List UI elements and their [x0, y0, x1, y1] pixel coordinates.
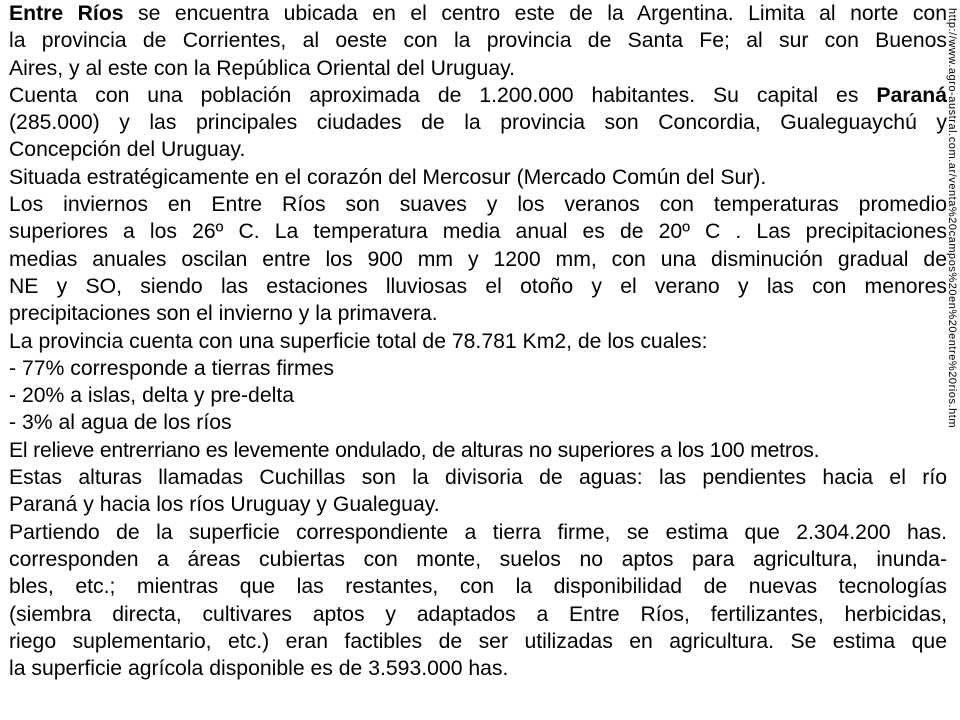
- text-line: precipitaciones son el invierno y la primavera.: [9, 302, 438, 326]
- text-line: Aires, y al este con la República Oriental del Uruguay.: [9, 56, 516, 80]
- paragraph-surface: [9, 328, 947, 437]
- text-line: medias anuales oscilan entre los 900 mm y 1200 mm, con una disminución gradual de: [9, 247, 947, 271]
- text-line: (siembra directa, cultivares aptos y adaptados a Entre Ríos, fertilizantes, herbicidas,: [9, 602, 947, 626]
- paragraph-climate: [9, 191, 947, 327]
- list-item: - 20% a islas, delta y pre-delta: [9, 384, 294, 408]
- text-line: Estas alturas llamadas Cuchillas son la divisoria de aguas: las pendientes hacia el río: [9, 466, 947, 490]
- paragraph-population: [9, 82, 947, 164]
- province-name: Entre Ríos: [9, 2, 124, 25]
- text-line: Paraná y hacia los ríos Uruguay y Gualeguay.: [9, 493, 440, 517]
- text-line: (285.000) y las principales ciudades de la provincia son Concordia, Gualeguaychú y: [9, 111, 947, 135]
- text-line: Los inviernos en Entre Ríos son suaves y los veranos con temperaturas promedio: [9, 193, 947, 217]
- source-url: http://www.agro-austral.com.ar/venta%20campos%20en%20entre%20rios.htm: [946, 8, 958, 429]
- text-line: superiores a los 26º C. La temperatura media anual es de 20º C . Las precipitaciones: [9, 220, 947, 244]
- text-line: corresponden a áreas cubiertas con monte, suelos no aptos para agricultura, inunda-: [9, 547, 947, 571]
- text-line: El relieve entrerriano es levemente ondulado, de alturas no superiores a los 100 metros.: [9, 438, 820, 462]
- text-line: Partiendo de la superficie correspondiente a tierra firme, se estima que 2.304.200 has.: [9, 520, 947, 544]
- text-line: la superficie agrícola disponible es de 3.593.000 has.: [9, 657, 509, 681]
- text-line: Concepción del Uruguay.: [9, 138, 246, 162]
- list-item: - 77% corresponde a tierras firmes: [9, 356, 335, 380]
- text-line: La provincia cuenta con una superficie total de 78.781 Km2, de los cuales:: [9, 329, 708, 353]
- paragraph-agriculture: [9, 519, 947, 683]
- source-url-label: [937, 8, 960, 708]
- document-body: [9, 0, 947, 682]
- list-item: - 3% al agua de los ríos: [9, 411, 232, 435]
- paragraph-location: [9, 0, 947, 82]
- text-line: Entre Ríos se encuentra ubicada en el centro este de la Argentina. Limita al norte con: [9, 2, 948, 25]
- text-line: bles, etc.; mientras que las restantes, con la disponibilidad de nuevas tecnologías: [9, 575, 947, 599]
- text-line: la provincia de Corrientes, al oeste con la provincia de Santa Fe; al sur con Buenos: [9, 29, 947, 53]
- text-line: Cuenta con una población aproximada de 1.200.000 habitantes. Su capital es Paraná: [9, 83, 947, 107]
- text-line: riego suplementario, etc.) eran factibles de ser utilizadas en agricultura. Se estima que: [9, 629, 947, 653]
- text-line: NE y SO, siendo las estaciones lluviosas el otoño y el verano y las con menores: [9, 274, 947, 298]
- paragraph-mercosur: [9, 164, 947, 191]
- text-line: Situada estratégicamente en el corazón del Mercosur (Mercado Común del Sur).: [9, 165, 767, 189]
- paragraph-relief: [9, 437, 947, 519]
- capital-name: Paraná: [876, 83, 947, 107]
